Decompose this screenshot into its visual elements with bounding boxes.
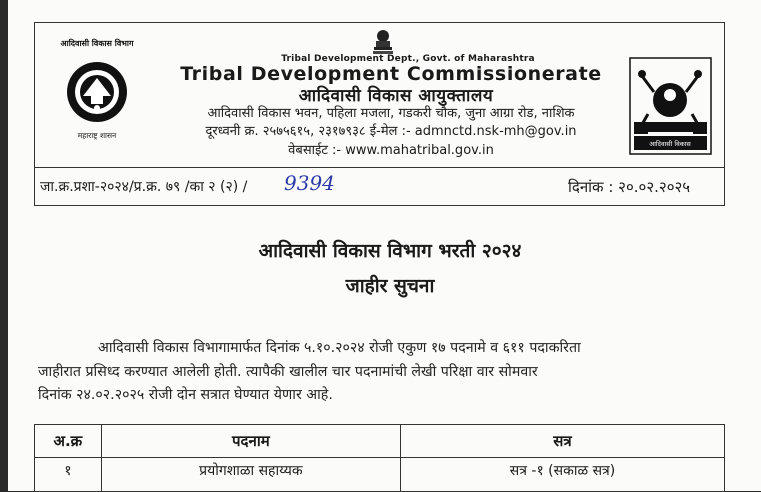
issue-date: दिनांक : २०.०२.२०२५ — [568, 178, 691, 196]
tribal-art-logo — [628, 56, 713, 156]
reference-number: जा.क्र.प्रशा-२०२४/प्र.क्र. ७९ /का २ (२) / — [40, 179, 248, 195]
handwritten-number: 9394 — [284, 171, 335, 195]
office-name-marathi: आदिवासी विकास आयुक्तालय — [298, 86, 494, 106]
header-post: पदनाम — [101, 425, 400, 458]
header-session: सत्र — [401, 425, 725, 458]
cell-session: सत्र -१ (सकाळ सत्र) — [401, 458, 725, 492]
table-row — [35, 458, 725, 492]
department-line: Tribal Development Dept., Govt. of Maharashtra — [281, 54, 535, 64]
cell-post: प्रयोगशाळा सहाय्यक — [101, 458, 400, 492]
notice-subtitle: जाहीर सुचना — [345, 275, 435, 297]
national-emblem-icon — [368, 28, 398, 56]
website-line: वेबसाईट :- www.mahatribal.gov.in — [288, 143, 494, 158]
office-address: आदिवासी विकास भवन, पहिला मजला, गडकरी चौक, जुना आग्रा रोड, नाशिक — [207, 106, 575, 121]
body-line-1: आदिवासी विकास विभागामार्फत दिनांक ५.१०.२०२४ रोजी एकुण १७ पदनामे व ६११ पदाकरिता — [98, 340, 581, 356]
logo-right-caption: आदिवासी विकास — [649, 140, 691, 148]
exam-schedule-table — [34, 424, 725, 492]
tribal-department-logo — [58, 34, 136, 144]
office-name-english: Tribal Development Commissionerate — [180, 63, 602, 85]
notice-title: आदिवासी विकास विभाग भरती २०२४ — [258, 240, 522, 262]
header-serial: अ.क्र — [35, 425, 102, 458]
body-line-3: दिनांक २४.०२.२०२५ रोजी दोन सत्रात घेण्यात येणार आहे. — [38, 387, 333, 403]
cell-serial: १ — [35, 458, 102, 492]
logo-left-caption: आदिवासी विकास विभाग — [60, 39, 134, 48]
contact-details: दूरध्वनी क्र. २५७५६१५, २३१७९३८ ई-मेल :- admnctd.nsk-mh@gov.in — [205, 124, 577, 139]
notice-body — [38, 337, 728, 408]
table-header-row — [35, 425, 725, 458]
body-line-2: जाहीरात प्रसिध्द करण्यात आलेली होती. त्यापैकी खालील चार पदनामांची लेखी परिक्षा वार सोमवार — [38, 363, 538, 380]
logo-left-footer: महाराष्ट्र शासन — [77, 131, 117, 140]
